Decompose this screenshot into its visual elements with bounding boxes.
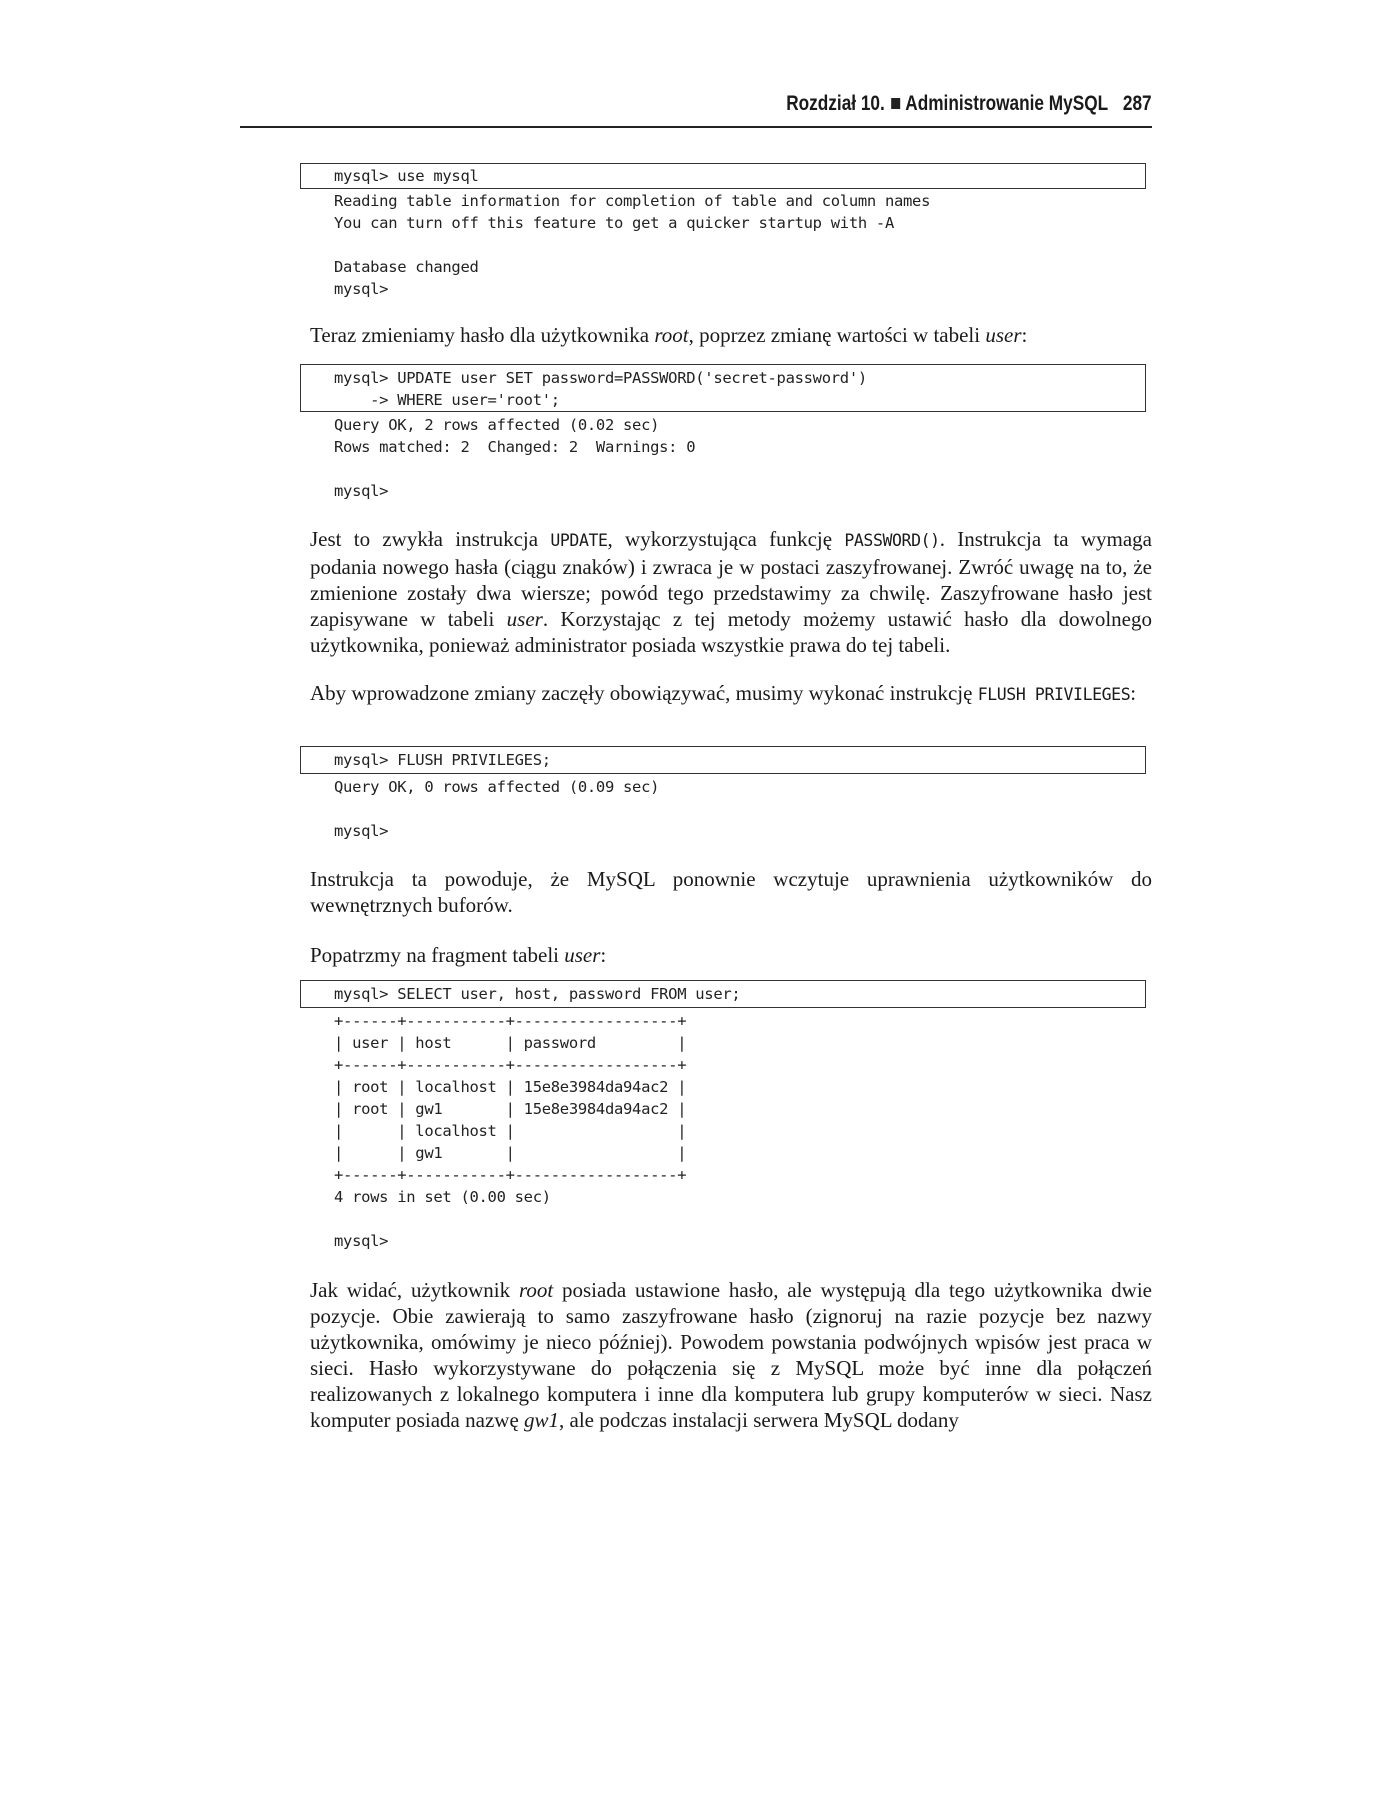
text: : bbox=[600, 943, 607, 967]
text: Teraz zmieniamy hasło dla użytkownika bbox=[310, 323, 655, 347]
paragraph bbox=[310, 680, 1152, 708]
text: , poprzez zmianę wartości w tabeli bbox=[688, 323, 986, 347]
command-box bbox=[300, 980, 1146, 1008]
emphasis: gw1 bbox=[524, 1408, 560, 1432]
text: posiada ustawione hasło, ale występują dla tego użytkownika dwie pozycje. Obie zawierają to samo zaszyfrowane hasło (zignoruj na razie pozycje bez nazwy użytkownika, omówimy je nieco później). Powodem powstania podwójnych wpisów jest praca w sieci. Hasło wykorzystywane do połączenia się z MySQL może być inne dla połączeń realizowanych z lokalnego komputera i inne dla komputera lub grupy komputerów w sieci. Nasz komputer posiada nazwę bbox=[310, 1278, 1153, 1432]
emphasis: user bbox=[985, 323, 1022, 347]
page-number: 287 bbox=[1123, 92, 1152, 115]
command-output: Query OK, 2 rows affected (0.02 sec) Rows matched: 2 Changed: 2 Warnings: 0 mysql> bbox=[334, 416, 696, 500]
paragraph bbox=[310, 1277, 1152, 1433]
paragraph bbox=[310, 526, 1152, 658]
query-result-table: +------+-----------+------------------+ | user | host | password | +------+-----------+------------------+ | root | localhost | 15e8e3984da94ac2 | | root | gw1 | 15e8e3984da94ac2 | | | localhost | | | | gw1 | | +------+-----------+------------------+ 4 rows in set (0.00 sec) mysql> bbox=[334, 1012, 687, 1250]
section-title: Administrowanie MySQL bbox=[905, 92, 1109, 115]
text: : bbox=[1130, 681, 1137, 705]
text: Jak widać, użytkownik bbox=[310, 1278, 519, 1302]
chapter-label: Rozdział 10. bbox=[786, 92, 886, 115]
emphasis: root bbox=[654, 323, 689, 347]
command-line: mysql> FLUSH PRIVILEGES; bbox=[334, 751, 551, 769]
inline-code: UPDATE bbox=[550, 531, 608, 550]
text: . Instrukcja ta wymaga podania nowego hasła (ciągu znaków) i zwraca je w postaci zaszyfrowanej. Zwróć uwagę na to, że zmienione zostały dwa wiersze; powód tego przedstawimy za chwilę. Zaszyfrowane hasło jest zapisywane w tabeli bbox=[310, 527, 1152, 631]
square-bullet-icon bbox=[892, 98, 901, 109]
inline-code: PASSWORD() bbox=[844, 531, 940, 550]
text: Popatrzmy na fragment tabeli bbox=[310, 943, 565, 967]
command-box bbox=[300, 163, 1146, 189]
text: , ale podczas instalacji serwera MySQL dodany bbox=[559, 1408, 959, 1432]
paragraph bbox=[310, 322, 1152, 348]
paragraph bbox=[310, 942, 1152, 968]
inline-code: FLUSH PRIVILEGES bbox=[977, 685, 1131, 704]
command-box bbox=[300, 746, 1146, 774]
command-line: mysql> UPDATE user SET password=PASSWORD('secret-password') -> WHERE user='root'; bbox=[334, 369, 867, 409]
command-line: mysql> SELECT user, host, password FROM user; bbox=[334, 985, 741, 1003]
command-output: Query OK, 0 rows affected (0.09 sec) mysql> bbox=[334, 778, 660, 840]
text: , wykorzystująca funkcję bbox=[607, 527, 845, 551]
text: : bbox=[1021, 323, 1028, 347]
text: Jest to zwykła instrukcja bbox=[310, 527, 551, 551]
command-box bbox=[300, 364, 1146, 412]
text: . Korzystając z tej metody możemy ustawić hasło dla dowolnego użytkownika, ponieważ administrator posiada wszystkie prawa do tej tabeli. bbox=[310, 607, 1152, 657]
command-output: Reading table information for completion of table and column names You can turn off this feature to get a quicker startup with -A Database changed mysql> bbox=[334, 192, 931, 298]
command-line: mysql> use mysql bbox=[334, 167, 479, 185]
emphasis: user bbox=[564, 943, 601, 967]
paragraph: Instrukcja ta powoduje, że MySQL ponownie wczytuje uprawnienia użytkowników do wewnętrznych buforów. bbox=[310, 867, 1152, 917]
page-header bbox=[240, 92, 1152, 128]
emphasis: root bbox=[518, 1278, 554, 1302]
emphasis: user bbox=[506, 607, 543, 631]
text: Aby wprowadzone zmiany zaczęły obowiązywać, musimy wykonać instrukcję bbox=[310, 681, 978, 705]
